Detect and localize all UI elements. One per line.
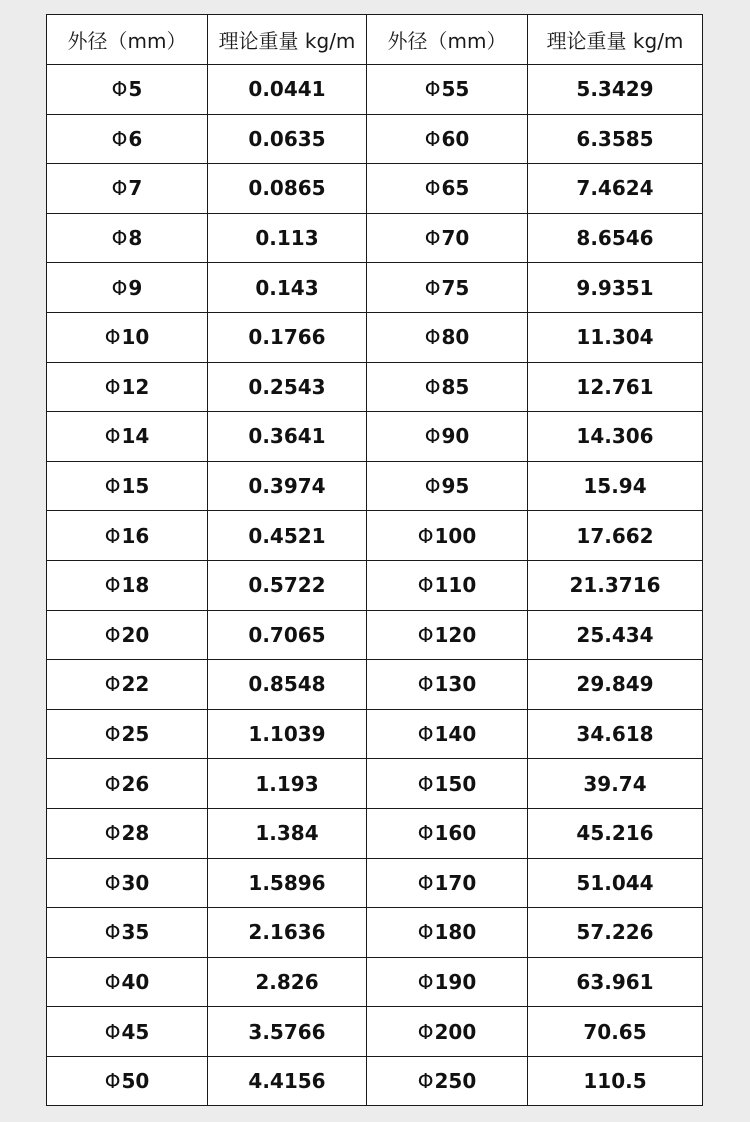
weight-table — [46, 14, 703, 1106]
header-outer-diameter: 外径（mm） — [367, 15, 528, 65]
diameter-value: 60 — [441, 126, 470, 151]
diameter-cell-left — [47, 660, 208, 710]
diameter-cell-left — [47, 709, 208, 759]
weight-cell-right: 5.3429 — [528, 65, 703, 115]
diameter-value: 5 — [128, 77, 143, 102]
diameter-cell-left — [47, 1056, 208, 1106]
diameter-symbol: Φ — [104, 573, 121, 598]
diameter-value: 20 — [121, 622, 150, 647]
weight-cell-left: 1.384 — [208, 808, 367, 858]
diameter-cell-left — [47, 759, 208, 809]
weight-cell-left: 0.143 — [208, 263, 367, 313]
weight-cell-left: 0.5722 — [208, 560, 367, 610]
weight-cell-right: 63.961 — [528, 957, 703, 1007]
diameter-cell-right — [367, 957, 528, 1007]
diameter-value: 170 — [434, 870, 477, 895]
table-row — [47, 858, 703, 908]
table-header — [47, 15, 703, 65]
diameter-value: 22 — [121, 672, 150, 697]
weight-cell-right: 29.849 — [528, 660, 703, 710]
diameter-value: 16 — [121, 523, 150, 548]
diameter-cell-left — [47, 461, 208, 511]
weight-cell-left: 1.1039 — [208, 709, 367, 759]
diameter-symbol: Φ — [111, 77, 128, 102]
diameter-symbol: Φ — [417, 573, 434, 598]
table-row — [47, 1056, 703, 1106]
table-row — [47, 709, 703, 759]
diameter-cell-right — [367, 312, 528, 362]
diameter-symbol: Φ — [111, 176, 128, 201]
diameter-cell-left — [47, 908, 208, 958]
weight-cell-left: 3.5766 — [208, 1007, 367, 1057]
diameter-value: 200 — [434, 1019, 477, 1044]
diameter-value: 8 — [128, 226, 143, 251]
diameter-value: 250 — [434, 1069, 477, 1094]
table-row — [47, 461, 703, 511]
diameter-symbol: Φ — [424, 275, 441, 300]
diameter-value: 28 — [121, 821, 150, 846]
diameter-symbol: Φ — [104, 821, 121, 846]
header-theoretical-weight: 理论重量 kg/m — [208, 15, 367, 65]
weight-cell-right: 6.3585 — [528, 114, 703, 164]
diameter-value: 7 — [128, 176, 143, 201]
diameter-symbol: Φ — [417, 870, 434, 895]
weight-cell-left: 2.826 — [208, 957, 367, 1007]
diameter-symbol: Φ — [424, 325, 441, 350]
diameter-value: 15 — [121, 474, 150, 499]
diameter-symbol: Φ — [104, 771, 121, 796]
diameter-cell-left — [47, 213, 208, 263]
diameter-symbol: Φ — [417, 622, 434, 647]
diameter-cell-right — [367, 560, 528, 610]
diameter-cell-left — [47, 858, 208, 908]
table-row — [47, 808, 703, 858]
diameter-symbol: Φ — [104, 920, 121, 945]
diameter-symbol: Φ — [424, 474, 441, 499]
weight-cell-left: 4.4156 — [208, 1056, 367, 1106]
diameter-cell-right — [367, 461, 528, 511]
weight-cell-right: 9.9351 — [528, 263, 703, 313]
table-row — [47, 312, 703, 362]
diameter-cell-left — [47, 808, 208, 858]
table-row — [47, 412, 703, 462]
diameter-symbol: Φ — [417, 969, 434, 994]
diameter-value: 85 — [441, 374, 470, 399]
diameter-cell-left — [47, 610, 208, 660]
table-row — [47, 660, 703, 710]
diameter-cell-right — [367, 362, 528, 412]
weight-cell-right: 45.216 — [528, 808, 703, 858]
diameter-cell-right — [367, 858, 528, 908]
weight-cell-right: 11.304 — [528, 312, 703, 362]
table-row — [47, 213, 703, 263]
weight-cell-right: 25.434 — [528, 610, 703, 660]
diameter-value: 70 — [441, 226, 470, 251]
diameter-symbol: Φ — [424, 176, 441, 201]
diameter-cell-right — [367, 114, 528, 164]
diameter-value: 90 — [441, 424, 470, 449]
diameter-value: 180 — [434, 920, 477, 945]
diameter-symbol: Φ — [104, 325, 121, 350]
weight-cell-right: 15.94 — [528, 461, 703, 511]
table-row — [47, 65, 703, 115]
diameter-symbol: Φ — [111, 126, 128, 151]
diameter-cell-left — [47, 114, 208, 164]
diameter-symbol: Φ — [104, 474, 121, 499]
weight-cell-right: 70.65 — [528, 1007, 703, 1057]
weight-cell-left: 0.0635 — [208, 114, 367, 164]
table-row — [47, 164, 703, 214]
weight-cell-right: 8.6546 — [528, 213, 703, 263]
table-row — [47, 560, 703, 610]
diameter-cell-left — [47, 560, 208, 610]
weight-cell-left: 0.113 — [208, 213, 367, 263]
weight-cell-left: 0.7065 — [208, 610, 367, 660]
diameter-symbol: Φ — [104, 722, 121, 747]
weight-cell-left: 0.3641 — [208, 412, 367, 462]
weight-cell-left: 2.1636 — [208, 908, 367, 958]
table-body — [47, 65, 703, 1106]
diameter-value: 100 — [434, 523, 477, 548]
diameter-value: 75 — [441, 275, 470, 300]
diameter-symbol: Φ — [104, 870, 121, 895]
diameter-symbol: Φ — [424, 77, 441, 102]
diameter-symbol: Φ — [417, 1019, 434, 1044]
diameter-value: 26 — [121, 771, 150, 796]
weight-cell-right: 21.3716 — [528, 560, 703, 610]
diameter-symbol: Φ — [104, 622, 121, 647]
diameter-symbol: Φ — [424, 374, 441, 399]
diameter-cell-left — [47, 164, 208, 214]
weight-cell-left: 1.193 — [208, 759, 367, 809]
diameter-value: 150 — [434, 771, 477, 796]
weight-cell-left: 0.3974 — [208, 461, 367, 511]
diameter-cell-right — [367, 511, 528, 561]
diameter-symbol: Φ — [424, 126, 441, 151]
diameter-value: 50 — [121, 1069, 150, 1094]
weight-cell-left: 0.0441 — [208, 65, 367, 115]
diameter-value: 95 — [441, 474, 470, 499]
diameter-symbol: Φ — [104, 424, 121, 449]
diameter-cell-left — [47, 511, 208, 561]
weight-cell-right: 39.74 — [528, 759, 703, 809]
table-row — [47, 908, 703, 958]
diameter-value: 9 — [128, 275, 143, 300]
diameter-symbol: Φ — [424, 226, 441, 251]
diameter-cell-right — [367, 808, 528, 858]
diameter-value: 120 — [434, 622, 477, 647]
diameter-symbol: Φ — [417, 821, 434, 846]
diameter-value: 35 — [121, 920, 150, 945]
diameter-value: 55 — [441, 77, 470, 102]
diameter-cell-right — [367, 213, 528, 263]
diameter-cell-left — [47, 1007, 208, 1057]
table-row — [47, 362, 703, 412]
weight-cell-right: 51.044 — [528, 858, 703, 908]
diameter-symbol: Φ — [104, 1019, 121, 1044]
diameter-value: 10 — [121, 325, 150, 350]
diameter-value: 110 — [434, 573, 477, 598]
diameter-value: 40 — [121, 969, 150, 994]
header-theoretical-weight: 理论重量 kg/m — [528, 15, 703, 65]
weight-cell-left: 0.8548 — [208, 660, 367, 710]
weight-cell-right: 17.662 — [528, 511, 703, 561]
diameter-symbol: Φ — [104, 523, 121, 548]
weight-cell-right: 14.306 — [528, 412, 703, 462]
diameter-cell-right — [367, 908, 528, 958]
diameter-value: 6 — [128, 126, 143, 151]
header-outer-diameter: 外径（mm） — [47, 15, 208, 65]
diameter-symbol: Φ — [111, 226, 128, 251]
diameter-cell-left — [47, 263, 208, 313]
diameter-cell-right — [367, 660, 528, 710]
diameter-value: 30 — [121, 870, 150, 895]
diameter-symbol: Φ — [417, 1069, 434, 1094]
table-row — [47, 957, 703, 1007]
diameter-cell-left — [47, 362, 208, 412]
weight-cell-left: 1.5896 — [208, 858, 367, 908]
diameter-value: 80 — [441, 325, 470, 350]
diameter-value: 45 — [121, 1019, 150, 1044]
table-row — [47, 610, 703, 660]
table-row — [47, 114, 703, 164]
weight-cell-left: 0.2543 — [208, 362, 367, 412]
diameter-symbol: Φ — [424, 424, 441, 449]
diameter-cell-left — [47, 412, 208, 462]
weight-cell-right: 34.618 — [528, 709, 703, 759]
table-row — [47, 1007, 703, 1057]
diameter-value: 190 — [434, 969, 477, 994]
diameter-value: 160 — [434, 821, 477, 846]
diameter-cell-right — [367, 65, 528, 115]
diameter-value: 25 — [121, 722, 150, 747]
diameter-cell-right — [367, 759, 528, 809]
diameter-symbol: Φ — [417, 920, 434, 945]
weight-cell-left: 0.0865 — [208, 164, 367, 214]
weight-cell-right: 57.226 — [528, 908, 703, 958]
weight-cell-right: 110.5 — [528, 1056, 703, 1106]
diameter-cell-right — [367, 263, 528, 313]
table-row — [47, 263, 703, 313]
diameter-value: 130 — [434, 672, 477, 697]
diameter-symbol: Φ — [104, 1069, 121, 1094]
weight-cell-right: 12.761 — [528, 362, 703, 412]
diameter-cell-right — [367, 709, 528, 759]
table-row — [47, 511, 703, 561]
weight-cell-left: 0.1766 — [208, 312, 367, 362]
weight-cell-left: 0.4521 — [208, 511, 367, 561]
diameter-symbol: Φ — [104, 672, 121, 697]
diameter-symbol: Φ — [417, 771, 434, 796]
diameter-cell-left — [47, 65, 208, 115]
diameter-value: 140 — [434, 722, 477, 747]
diameter-symbol: Φ — [111, 275, 128, 300]
diameter-symbol: Φ — [417, 722, 434, 747]
diameter-cell-right — [367, 610, 528, 660]
diameter-symbol: Φ — [104, 969, 121, 994]
diameter-cell-right — [367, 412, 528, 462]
weight-cell-right: 7.4624 — [528, 164, 703, 214]
diameter-symbol: Φ — [417, 523, 434, 548]
diameter-value: 18 — [121, 573, 150, 598]
diameter-value: 65 — [441, 176, 470, 201]
diameter-symbol: Φ — [417, 672, 434, 697]
header-row — [47, 15, 703, 65]
diameter-value: 12 — [121, 374, 150, 399]
diameter-cell-right — [367, 1007, 528, 1057]
diameter-cell-left — [47, 312, 208, 362]
diameter-value: 14 — [121, 424, 150, 449]
diameter-symbol: Φ — [104, 374, 121, 399]
diameter-cell-right — [367, 164, 528, 214]
diameter-cell-left — [47, 957, 208, 1007]
table-row — [47, 759, 703, 809]
diameter-cell-right — [367, 1056, 528, 1106]
